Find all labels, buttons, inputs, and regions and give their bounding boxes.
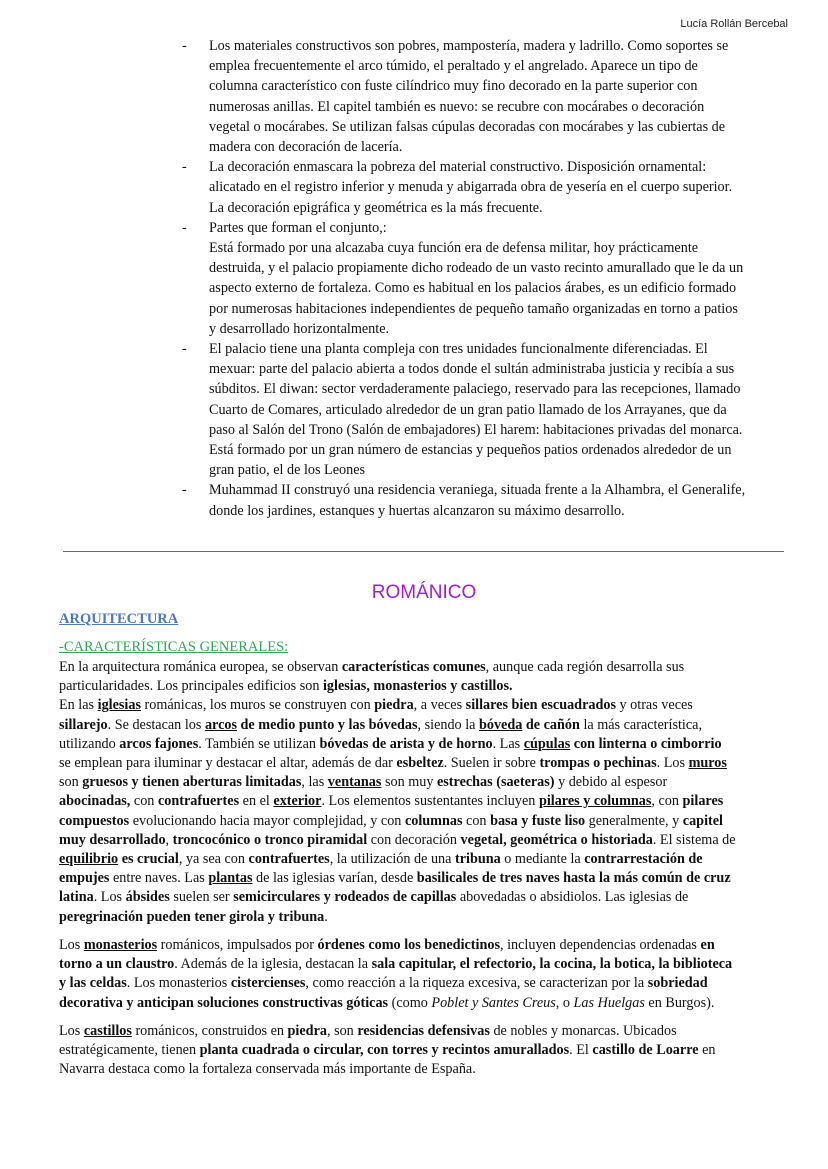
text-run: particularidades. Los principales edificios son <box>59 678 323 695</box>
paragraph-line <box>59 658 797 677</box>
text-run: residencias defensivas <box>357 1023 490 1039</box>
text-run: la más característica, <box>579 716 702 733</box>
bullet-dash: - <box>182 482 187 499</box>
text-run: . Los <box>656 755 689 772</box>
text-run: . Los <box>93 889 126 906</box>
text-run: en <box>700 937 715 953</box>
bullet-line: gran patio, el de los Leones <box>209 462 366 479</box>
text-run: bóveda <box>478 716 523 733</box>
bullet-line: paso al Salón del Trono (Salón de embajadores) El harem: habitaciones privadas del monarca. <box>209 421 743 438</box>
bullet-line: emplea frecuentemente el arco túmido, el peraltado y el angrelado. Aparece un tipo de <box>209 58 698 75</box>
bullet-line: Está formado por un gran número de estancias y pequeños patios ordenados alrededor de un <box>209 442 732 459</box>
text-run: generalmente, y <box>585 812 683 829</box>
text-run: románicas, los muros se construyen con <box>140 697 375 714</box>
text-run: , siendo la <box>417 716 479 733</box>
text-run: . Además de la iglesia, destacan la <box>174 956 372 973</box>
paragraph-line <box>59 1022 797 1041</box>
text-run: iglesias, monasterios y castillos. <box>322 678 513 695</box>
text-run: abocinadas, <box>59 793 131 810</box>
paragraph-line <box>59 696 797 715</box>
text-run: de nobles y monarcas. Ubicados <box>489 1023 677 1039</box>
text-run: torno a un claustro <box>59 956 175 973</box>
bullet-line: La decoración enmascara la pobreza del material constructivo. Disposición ornamental: <box>209 159 707 176</box>
paragraph-line <box>59 792 797 811</box>
paragraph-line <box>59 908 797 927</box>
text-run: cistercienses <box>230 975 306 992</box>
text-run: Los <box>59 937 84 953</box>
paragraph-line <box>59 754 797 773</box>
text-run: y otras veces <box>615 697 693 714</box>
text-run: peregrinación pueden tener girola y tribuna <box>59 908 325 925</box>
text-run: en <box>698 1042 716 1059</box>
text-run: esbeltez <box>396 755 444 772</box>
paragraph-monasterios <box>59 936 797 1013</box>
text-run: exterior <box>273 793 322 810</box>
text-run: muy desarrollado <box>59 831 166 848</box>
paragraph-line <box>59 677 797 696</box>
text-run: con linterna o cimborrio <box>570 735 722 752</box>
bullet-line: columna característico con fuste cilíndrico muy fino decorado en la parte superior con <box>209 78 698 95</box>
bullet-dash: - <box>182 159 187 176</box>
bullet-line: La decoración epigráfica y geométrica es la más frecuente. <box>209 199 543 216</box>
text-run: gruesos y tienen aberturas limitadas <box>82 774 302 791</box>
text-run: contrafuertes <box>248 851 330 868</box>
text-run: arcos <box>204 716 237 733</box>
text-run: estratégicamente, tienen <box>59 1042 200 1059</box>
bullet-line: Muhammad II construyó una residencia veraniega, situada frente a la Alhambra, el Generalife, <box>209 482 746 499</box>
bullet-line: alicatado en el registro inferior y menuda y abigarrada obra de yesería en el cuerpo superior. <box>209 179 733 196</box>
bullet-item <box>182 36 792 157</box>
paragraph-line <box>59 869 797 888</box>
text-run: trompas o pechinas <box>539 755 657 772</box>
text-run: , como reacción a la riqueza excesiva, se caracterizan por la <box>305 975 648 992</box>
text-run: utilizando <box>59 735 120 752</box>
text-run: arcos fajones <box>119 735 199 752</box>
text-run: pilares <box>682 793 724 810</box>
text-run: , a veces <box>413 697 466 714</box>
text-run: y debido al espesor <box>554 774 668 791</box>
text-run: (como <box>388 994 432 1011</box>
text-run: , <box>165 831 173 848</box>
paragraph-line <box>59 773 797 792</box>
text-run: románicos, impulsados por <box>157 937 318 953</box>
text-run: en Burgos). <box>644 994 715 1011</box>
text-run: columnas <box>404 812 463 829</box>
paragraph-line <box>59 735 797 754</box>
text-run: . El sistema de <box>652 831 736 848</box>
bullet-line: donde los jardines, estanques y huertas alcanzaron su máximo desarrollo. <box>209 502 625 519</box>
text-run: bóvedas de arista y de horno <box>319 735 493 752</box>
text-run: son muy <box>381 774 437 791</box>
text-run: . <box>324 908 328 925</box>
text-run: con <box>130 793 158 810</box>
text-run: , ya sea con <box>178 851 249 868</box>
text-run: Las Huelgas <box>573 994 645 1011</box>
bullet-line: Los materiales constructivos son pobres, mampostería, madera y ladrillo. Como soportes se <box>209 38 729 54</box>
text-run: de medio punto y las bóvedas <box>236 716 418 733</box>
text-run: , aunque cada región desarrolla sus <box>485 659 685 675</box>
text-run: sobriedad <box>647 975 708 992</box>
text-run: Poblet y Santes Creus <box>431 994 556 1011</box>
text-run: iglesias <box>97 697 141 714</box>
bullet-list <box>182 36 792 521</box>
text-run: pilares y columnas <box>538 793 652 810</box>
bullet-item <box>182 157 792 218</box>
text-run: románicos, construidos en <box>131 1023 288 1039</box>
text-run: con decoración <box>367 831 461 848</box>
paragraph-line <box>59 1041 797 1060</box>
text-run: muros <box>688 755 727 772</box>
paragraph-line <box>59 888 797 907</box>
text-run: sillarejo <box>59 716 108 733</box>
bullet-line: madera con decoración de lacería. <box>209 139 403 156</box>
text-run: órdenes como los benedictinos <box>317 937 500 953</box>
text-run: contrarrestación de <box>584 851 703 868</box>
text-run: . Las <box>492 735 524 752</box>
bullet-line: vegetal o mocárabes. Se utilizan falsas cúpulas decoradas con mocárabes y las cubiertas de <box>209 118 726 135</box>
text-run: . Los monasterios <box>126 975 231 992</box>
text-run: . Los elementos sustentantes incluyen <box>321 793 539 810</box>
text-run: ventanas <box>327 774 382 791</box>
bullet-line: Partes que forman el conjunto,: <box>209 219 387 236</box>
text-run: características comunes <box>341 659 486 675</box>
bullet-line: mexuar: parte del palacio abierta a todos donde el sultán administraba justicia y recibía a sus <box>209 361 735 378</box>
bullet-line: y desarrollado horizontalmente. <box>209 320 390 337</box>
text-run: tribuna <box>454 851 501 868</box>
text-run: basilicales de tres naves hasta la más común de cruz <box>416 870 731 887</box>
paragraph-line <box>59 716 797 735</box>
text-run: castillos <box>83 1023 132 1039</box>
paragraph-line <box>59 831 797 850</box>
text-run: se emplean para iluminar y destacar el altar, además de dar <box>59 755 397 772</box>
bullet-item <box>182 339 792 480</box>
paragraph-line <box>59 850 797 869</box>
text-run: capitel <box>682 812 723 829</box>
text-run: En la arquitectura románica europea, se observan <box>59 659 342 675</box>
text-run: plantas <box>208 870 253 887</box>
paragraph-line <box>59 812 797 831</box>
bullet-line: destruida, y el palacio propiamente dicho rodeado de un vasto recinto amurallado que le da un <box>209 260 744 277</box>
text-run: . El <box>569 1042 593 1059</box>
text-run: contrafuertes <box>157 793 240 810</box>
horizontal-divider <box>63 551 784 552</box>
text-run: en el <box>239 793 274 810</box>
text-run: compuestos <box>59 812 130 829</box>
text-run: , o <box>555 994 574 1011</box>
text-run: decorativa y anticipan soluciones constructivas góticas <box>59 994 389 1011</box>
bullet-item <box>182 480 792 520</box>
text-run: abovedadas o absidiolos. Las iglesias de <box>456 889 689 906</box>
bullet-line: numerosas anillas. El capitel también es nuevo: se recubre con mocárabes o decoración <box>209 98 705 115</box>
paragraph-line <box>59 1060 797 1079</box>
text-run: sala capitular, el refectorio, la cocina, la botica, la biblioteca <box>371 956 733 973</box>
text-run: estrechas (saeteras) <box>436 774 555 791</box>
text-run: basa y fuste liso <box>490 812 586 829</box>
text-run: de las iglesias varían, desde <box>252 870 417 887</box>
bullet-dash: - <box>182 219 187 236</box>
text-run: , con <box>651 793 683 810</box>
text-run: entre naves. Las <box>109 870 209 887</box>
section-title: ROMÁNICO <box>371 582 477 603</box>
bullet-line: por numerosas habitaciones independientes de pequeño tamaño organizadas en torno a patios <box>209 300 738 317</box>
text-run: y las celdas <box>59 975 127 992</box>
text-run: Los <box>59 1023 84 1039</box>
text-run: sillares bien escuadrados <box>465 697 616 714</box>
text-run: planta cuadrada o circular, con torres y recintos amurallados <box>199 1042 570 1059</box>
paragraph-line <box>59 936 797 955</box>
text-run: , son <box>326 1023 358 1039</box>
text-run: de cañón <box>522 716 580 733</box>
bullet-dash: - <box>182 38 187 54</box>
bullet-item <box>182 218 792 339</box>
text-run: monasterios <box>83 937 158 953</box>
text-run: latina <box>59 889 94 906</box>
text-run: suelen ser <box>169 889 234 906</box>
bullet-line: El palacio tiene una planta compleja con tres unidades funcionalmente diferenciadas. El <box>209 341 708 358</box>
text-run: . Suelen ir sobre <box>443 755 540 772</box>
text-run: es crucial <box>118 851 179 868</box>
text-run: vegetal, geométrica o historiada <box>460 831 653 848</box>
paragraph-line <box>59 974 797 993</box>
text-run: o mediante la <box>500 851 585 868</box>
paragraph-castillos <box>59 1022 797 1080</box>
text-run: . Se destacan los <box>107 716 205 733</box>
text-run: piedra <box>287 1023 327 1039</box>
text-run: equilibrio <box>59 851 119 868</box>
text-run: cúpulas <box>523 735 571 752</box>
bullet-line: Cuarto de Comares, articulado alrededor de un gran patio llamado de los Arrayanes, que da <box>209 401 727 418</box>
text-run: con <box>462 812 491 829</box>
text-run: ábsides <box>125 889 170 906</box>
text-run: evolucionando hacia mayor complejidad, y con <box>129 812 405 829</box>
text-run: , incluyen dependencias ordenadas <box>499 937 701 953</box>
text-run: , las <box>301 774 328 791</box>
text-run: troncocónico o tronco piramidal <box>172 831 368 848</box>
paragraph-iglesias <box>59 658 797 927</box>
bullet-dash: - <box>182 341 187 358</box>
architecture-heading: ARQUITECTURA <box>59 611 179 627</box>
text-run: , la utilización de una <box>329 851 455 868</box>
bullet-line: aspecto externo de fortaleza. Como es habitual en los palacios árabes, es un edificio formado <box>209 280 737 297</box>
author-name: Lucía Rollán Bercebal <box>680 18 788 30</box>
text-run: son <box>59 774 83 791</box>
text-run: . También se utilizan <box>198 735 320 752</box>
bullet-line: Está formado por una alcazaba cuya función era de defensa militar, hoy prácticamente <box>209 240 699 257</box>
paragraph-line <box>59 994 797 1013</box>
bullet-line: súbditos. El diwan: sector verdaderamente palaciego, reservado para las recepciones, llamado <box>209 381 741 398</box>
text-run: empujes <box>59 870 110 887</box>
text-run: semicirculares y rodeados de capillas <box>233 889 457 906</box>
paragraph-line <box>59 955 797 974</box>
text-run: castillo de Loarre <box>592 1042 699 1059</box>
text-run: piedra <box>374 697 414 714</box>
text-run: En las <box>59 697 98 714</box>
general-characteristics-heading: -CARACTERÍSTICAS GENERALES: <box>59 639 289 655</box>
text-run: Navarra destaca como la fortaleza conservada más importante de España. <box>59 1061 476 1078</box>
